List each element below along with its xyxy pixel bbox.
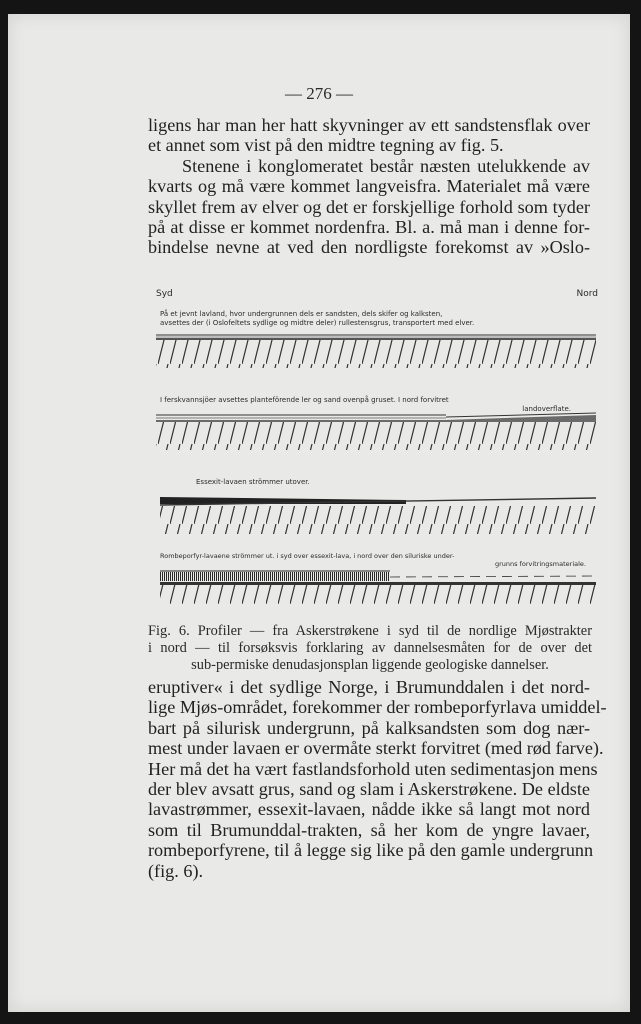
profile1-text: På et jevnt lavland, hvor undergrunnen dels er sandsten, dels skifer og kalksten, bbox=[160, 310, 443, 318]
profile2-section bbox=[156, 413, 596, 450]
profile1-section bbox=[156, 335, 596, 368]
text-line: bart på silurisk undergrunn, på kalksandsten som dog nær- bbox=[148, 717, 590, 738]
profile4-section bbox=[160, 571, 596, 604]
page-number: — 276 — bbox=[285, 84, 353, 103]
text-line: rombeporfyrene, til å legge sig like på den gamle undergrunn bbox=[148, 840, 594, 861]
profile3-text: Essexit-lavaen strömmer utover. bbox=[196, 478, 310, 486]
text-line: (fig. 6). bbox=[148, 860, 204, 881]
book-page bbox=[8, 14, 630, 1012]
profile-drawing bbox=[146, 284, 598, 604]
profile4-text: Rombeporfyr-lavaene strömmer ut. i syd over essexit-lava, i nord over den siluriske under- bbox=[160, 552, 455, 560]
text-line: ligens har man her hatt skyvninger av ett sandstensflak over bbox=[148, 115, 590, 135]
profile4-text: grunns forvitringsmateriale. bbox=[494, 560, 586, 568]
direction-north-label: Nord bbox=[576, 289, 598, 299]
paragraph-bottom bbox=[148, 677, 607, 881]
text-line: lige Mjøs-området, forekommer der rombeporfyrlava umiddel- bbox=[148, 697, 607, 718]
text-line: på at disse er kommet nordenfra. Bl. a. må man i denne for- bbox=[148, 217, 590, 238]
direction-south-label: Syd bbox=[156, 289, 173, 299]
text-line: kvarts og må være kommet langveisfra. Materialet må være bbox=[148, 176, 590, 197]
text-line: skyllet frem av elver og det er forskjellige forhold som tyder bbox=[148, 196, 590, 217]
profile3-section bbox=[160, 497, 596, 534]
geology-profile-figure bbox=[146, 284, 598, 604]
text-line: et annet som vist på den midtre tegning av fig. 5. bbox=[148, 135, 504, 156]
text-line: bindelse nevne at ved den nordligste forekomst av »Oslo- bbox=[148, 237, 590, 258]
text-line: lavastrømmer, essexit-lavaen, nådde ikke så langt mot nord bbox=[148, 799, 590, 820]
text-line: Her må det ha vært fastlandsforhold uten sedimentasjon mens bbox=[148, 758, 598, 779]
profile1-text: avsettes der (i Oslofeltets sydlige og midtre deler) rullestensgrus, transportert med elver. bbox=[160, 319, 475, 327]
caption-line: Fig. 6. Profiler — fra Askerstrøkene i syd til de nordlige Mjøstrakter bbox=[148, 623, 592, 639]
text-line: som til Brumunddal-trakten, så her kom de yngre lavaer, bbox=[148, 819, 590, 840]
text-line: mest under lavaen er overmåte sterkt forvitret (med rød farve). bbox=[148, 738, 604, 759]
caption-line: i nord — til forsøksvis forklaring av dannelsesmåten for de over det bbox=[148, 640, 592, 656]
figure-caption bbox=[148, 623, 592, 674]
paragraph-top bbox=[148, 115, 590, 258]
text-line: Stenene i konglomeratet består næsten utelukkende av bbox=[182, 155, 590, 176]
text-line: eruptiver« i det sydlige Norge, i Brumunddalen i det nord- bbox=[148, 677, 590, 697]
profile2-text: landoverflate. bbox=[522, 405, 571, 413]
text-line: der blev avsatt grus, sand og slam i Askerstrøkene. De eldste bbox=[148, 779, 590, 800]
caption-line: sub-permiske denudasjonsplan liggende geologiske dannelser. bbox=[191, 657, 549, 673]
profile2-text: I ferskvannsjöer avsettes planteförende ler og sand ovenpå gruset. I nord forvitret bbox=[160, 396, 449, 404]
